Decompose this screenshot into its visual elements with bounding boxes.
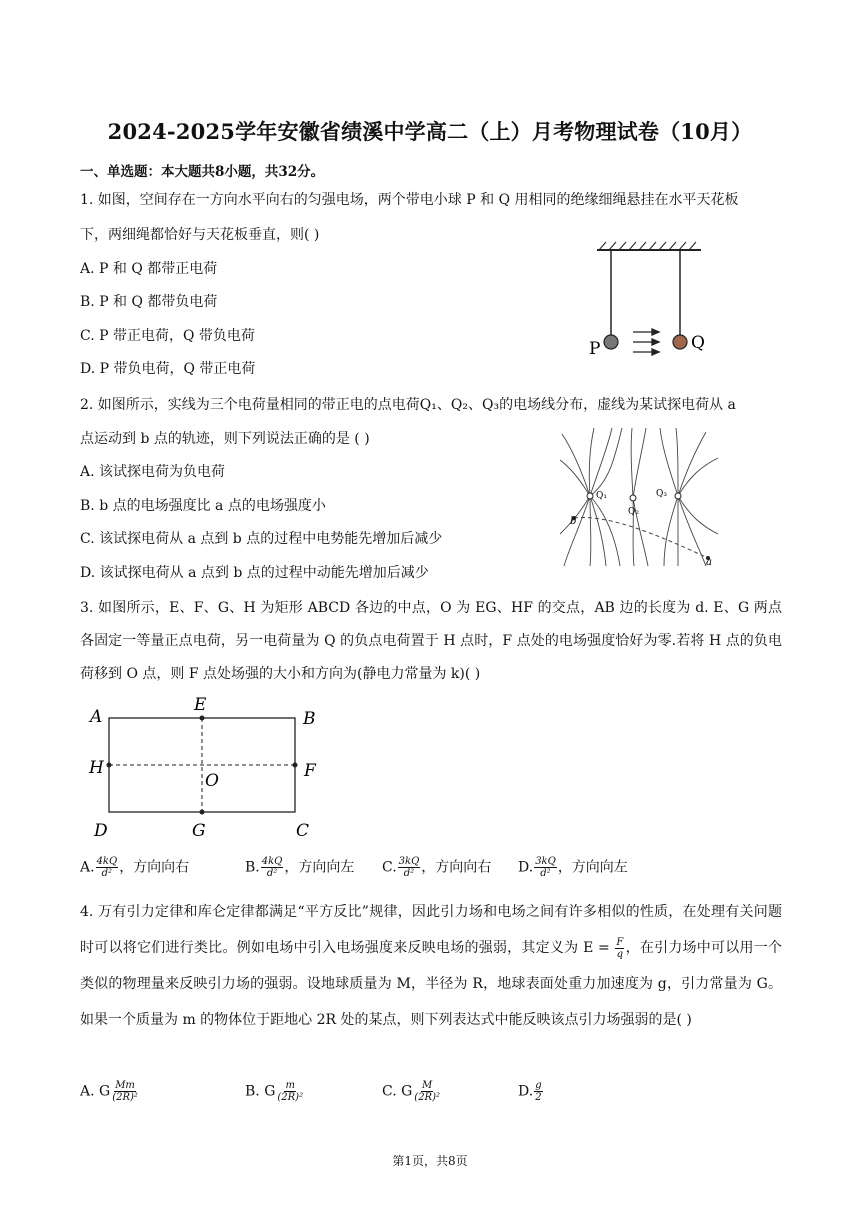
q1-stem-line2: 下，两细绳都恰好与天花板垂直，则( ) [80,227,320,243]
label-p: P [589,339,601,359]
charge-q2 [630,495,636,501]
q3-option-c: C. $\frac{3kQ}{\text{d²}}$ ，方向向右 [382,856,492,879]
q1-option-c: C. P 带正电荷，Q 带负电荷 [80,328,255,344]
label-q2: Q₂ [628,507,639,517]
q1-figure [585,238,715,366]
q2-stem-line1: 2. 如图所示，实线为三个电荷量相同的带正电的点电荷Q₁、Q₂、Q₃的电场线分布，虚线为某试探电荷从 a [80,397,736,413]
q3-option-a: A. $\frac{4kQ}{\text{d²}}$ ，方向向右 [80,856,190,879]
q2-figure [560,426,720,568]
q4-option-c: C. G $\frac{M}{\text{(2R)²}}$ [382,1080,440,1103]
section-heading: 一、单选题：本大题共8小题，共32分。 [80,164,325,180]
label-q3: Q₃ [656,489,667,499]
label-q: Q [691,333,705,353]
q1-stem-line1: 1. 如图，空间存在一方向水平向右的匀强电场，两个带电小球 P 和 Q 用相同的绝缘细绳悬挂在水平天花板 [80,192,739,208]
q2-option-c: C. 该试探电荷从 a 点到 b 点的过程中电势能先增加后减少 [80,531,443,547]
q3-option-d: D. $\frac{3kQ}{\text{d²}}$ ，方向向左 [518,856,628,879]
q3-stem: 3. 如图所示，E、F、G、H 为矩形 ABCD 各边的中点，O 为 EG、HF 的交点，AB 边的长度为 d. E、G 两点各固定一等量正点电荷，另一电荷量为 Q 的负点电荷置于 H 点时，F 点处的电场强度恰好为零.若将 H 点的负电荷移到 O 点，则 F 点处场强的大小和方向为(静电力常量为 k)( ) [80,600,782,682]
ball-q [673,335,687,349]
label-H: H [89,758,104,778]
page-footer: 第1页，共8页 [392,1154,468,1168]
q3-figure [86,696,326,842]
ball-p [604,335,618,349]
label-A: A [90,707,103,727]
q4-stem: 4. 万有引力定律和库仑定律都满足“平方反比”规律，因此引力场和电场之间有许多相似的性质，在处理有关问题时可以将它们进行类比。例如电场中引入电场强度来反映电场的强弱，其定义为 E = $\frac{F}{q}$ ，在引力场中可以用一个类似的物理量来反映引力场的强弱。设地球质量为 M，半径为 R，地球表面处重力加速度为 g，引力常量为 G。如果一个质量为 m 的物体位于距地心 2R 处的某点，则下列表达式中能反映该点引力场强弱的是( ) [80,904,782,1028]
label-a: a [706,557,712,568]
q2-option-a: A. 该试探电荷为负电荷 [80,464,226,480]
charge-q1 [587,493,593,499]
q4-option-d: D. $\frac{g}{2}$ [518,1080,542,1103]
label-C: C [296,821,310,841]
label-D: D [94,821,108,841]
q4-option-b: B. G $\frac{m}{\text{(2R)²}}$ [245,1080,304,1103]
label-B: B [303,709,316,729]
page-title: 2024-2025学年安徽省绩溪中学高二（上）月考物理试卷（10月） [107,119,753,144]
label-O: O [205,771,219,791]
label-E: E [194,696,207,715]
label-G: G [192,821,206,841]
charge-q3 [675,493,681,499]
label-F: F [304,761,316,781]
field-arrows [633,329,659,355]
q1-option-d: D. P 带负电荷，Q 带正电荷 [80,361,256,377]
q2-stem-line2: 点运动到 b 点的轨迹，则下列说法正确的是 ( ) [80,431,370,447]
q2-option-d: D. 该试探电荷从 a 点到 b 点的过程中动能先增加后减少 [80,565,429,581]
label-b: b [570,516,577,527]
label-q1: Q₁ [596,491,607,501]
q1-option-a: A. P 和 Q 都带正电荷 [80,261,218,277]
q1-option-b: B. P 和 Q 都带负电荷 [80,294,218,310]
q2-option-b: B. b 点的电场强度比 a 点的电场强度小 [80,498,326,514]
q3-option-b: B. $\frac{4kQ}{\text{d²}}$ ，方向向左 [245,856,355,879]
q4-option-a: A. G $\frac{Mm}{\text{(2R)²}}$ [80,1080,138,1103]
